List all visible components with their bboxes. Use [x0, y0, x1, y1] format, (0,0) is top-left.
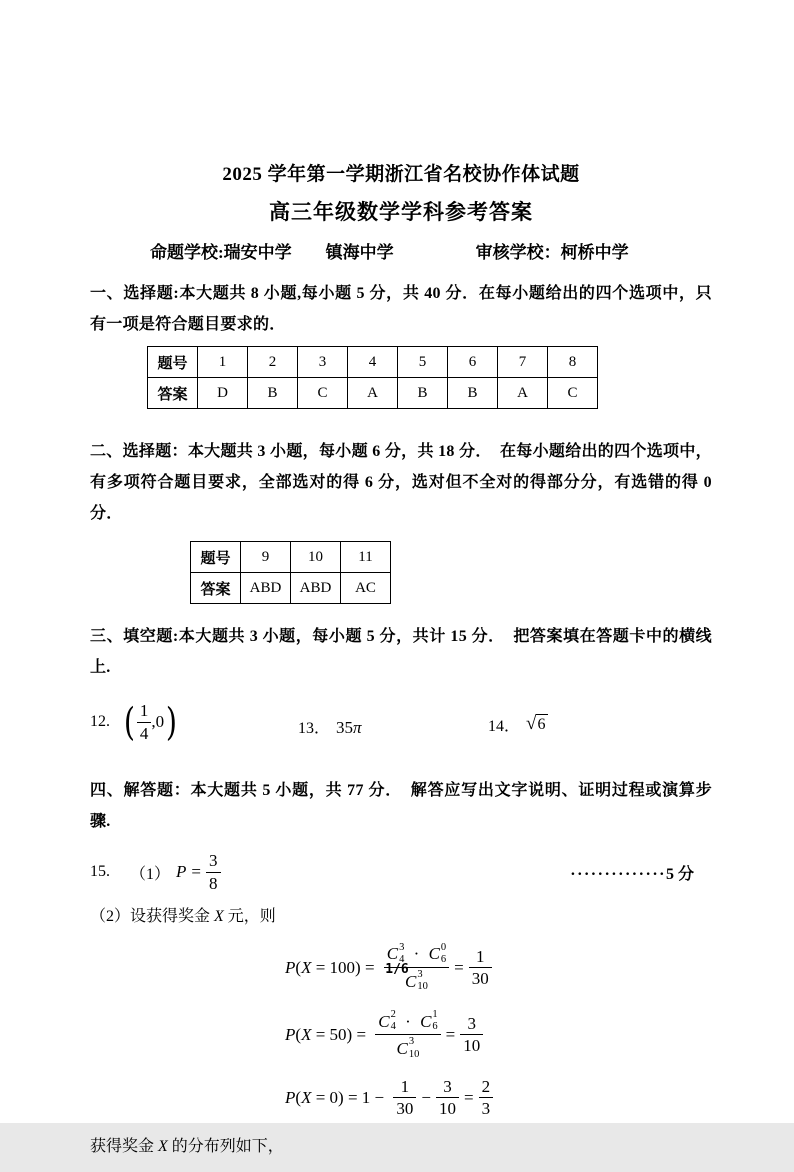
part-1-marker: （1） — [130, 865, 171, 883]
equals-sign: = — [454, 957, 464, 977]
right-paren: ) — [165, 700, 178, 745]
proposer-school-second: 镇海中学 — [325, 243, 394, 262]
answer-cell: ABD — [241, 573, 291, 604]
math-var-p: P — [285, 957, 296, 977]
square-root: √ 6 — [526, 714, 548, 735]
table-row — [191, 573, 391, 604]
binomial-term: C 3 10 — [405, 969, 428, 993]
answer-13-label: 13． — [298, 720, 331, 737]
left-paren: ( — [123, 700, 135, 745]
answer-12-label: 12. — [90, 713, 110, 731]
document-content — [90, 163, 712, 1172]
math-var-x: X — [301, 957, 312, 977]
table-row — [148, 347, 598, 378]
binomial-term: C 3 10 — [396, 1036, 420, 1060]
answer-cell: C — [548, 378, 598, 409]
binomial-term: C 1 6 — [420, 1009, 438, 1033]
answer-cell: 2 — [248, 347, 298, 378]
variable-x: X — [214, 908, 224, 926]
single-choice-answer-table — [147, 346, 598, 409]
section-four-heading: 四、解答题：本大题共 5 小题，共 77 分． 解答应写出文字说明、证明过程或演算步骤. — [90, 782, 712, 830]
answer-cell: 8 — [548, 347, 598, 378]
answer-cell: C — [298, 378, 348, 409]
fraction: $\frac{3}{10}$ — [436, 1077, 459, 1119]
answer-cell: 5 — [398, 347, 448, 378]
reviewer-school: 审核学校：柯桥中学 — [475, 243, 629, 262]
answer-cell: 6 — [448, 347, 498, 378]
row-header-cell: 答案 — [148, 378, 198, 409]
dot-leader: ·············· — [570, 865, 666, 883]
answer-13-value: 35 — [336, 718, 354, 737]
answer-cell: 10 — [291, 542, 341, 573]
math-var-x: X — [301, 1024, 312, 1044]
document-title: 2025 学年第一学期浙江省名校协作体试题 — [222, 164, 580, 185]
fraction: $\frac{1}{30}$ — [393, 1077, 416, 1119]
answer-12 — [90, 701, 179, 743]
equals-sign: = — [463, 1087, 474, 1107]
page-number: 1/6 — [385, 962, 409, 977]
answer-cell: 4 — [348, 347, 398, 378]
answer-cell: AC — [341, 573, 391, 604]
radical-sign: √ — [526, 713, 537, 735]
answer-cell: B — [448, 378, 498, 409]
combination-fraction — [375, 1009, 440, 1060]
row-header-cell: 题号 — [191, 542, 241, 573]
binomial-term: C 2 4 — [378, 1009, 396, 1033]
table-row — [148, 378, 598, 409]
answer-cell: D — [198, 378, 248, 409]
fill-blank-answers — [90, 699, 712, 755]
section-three-heading: 三、填空题:本大题共 3 小题，每小题 5 分，共计 15 分． 把答案填在答题卡中的横线上. — [90, 628, 712, 676]
answer-cell: B — [248, 378, 298, 409]
row-header-cell: 答案 — [191, 573, 241, 604]
equals-sign: = — [445, 1024, 456, 1044]
answer-12-rest: ,0 — [151, 712, 165, 732]
math-var-p: P — [285, 1024, 296, 1044]
answer-cell: 11 — [341, 542, 391, 573]
distribution-intro: 获得奖金 X 的分布列如下， — [90, 1137, 284, 1155]
equation-p-x-50: P ( X = 50) = C 2 4 · C 1 6 C 3 10 = $\frac{3}{10}$ — [285, 1009, 712, 1060]
problem-15-part2-intro: （2）设获得奖金 X 元，则 — [90, 908, 276, 926]
table-row — [191, 542, 391, 573]
variable-x: X — [158, 1137, 168, 1155]
score-leader — [570, 861, 712, 884]
problem-15-part1 — [90, 851, 712, 893]
minus-sign: − — [421, 1087, 431, 1107]
fraction-three-eighths: $\frac{3}{8}$ — [206, 851, 221, 893]
answer-cell: A — [498, 378, 548, 409]
result-fraction: $\frac{2}{3}$ — [479, 1077, 494, 1119]
document-subtitle: 高三年级数学学科参考答案 — [269, 200, 533, 224]
score-label: 5 分 — [665, 865, 694, 883]
binomial-term: C 0 6 — [428, 942, 447, 966]
equation-p-x-0: P ( X = 0) = 1 − $\frac{1}{30}$ − $\frac{3}{10}$ = $\frac{2}{3}$ — [285, 1077, 712, 1119]
answer-14 — [488, 713, 548, 736]
result-fraction: $\frac{1}{30}$ — [469, 947, 492, 989]
answer-cell: B — [398, 378, 448, 409]
section-two-heading: 二、选择题：本大题共 3 小题，每小题 6 分，共 18 分． 在每小题给出的四个选项中，有多项符合题目要求，全部选对的得 6 分，选对但不全对的得部分分，有选错的得 0 分． — [90, 443, 712, 522]
problem-15-label: 15. — [90, 863, 110, 881]
equation-p-x-100: P ( X = 100) = C 3 4 · C 0 6 C 3 10 = $\frac{1}{30}$ — [285, 942, 712, 993]
multi-choice-answer-table — [190, 541, 391, 604]
fraction-one-fourth: $\frac{1}{4}$ — [137, 701, 152, 743]
p-equals-three-eighths: P = $\frac{3}{8}$ — [176, 851, 220, 893]
answer-cell: ABD — [291, 573, 341, 604]
dot-operator: · — [405, 1011, 411, 1031]
answer-13 — [298, 715, 362, 738]
row-header-cell: 题号 — [148, 347, 198, 378]
math-var-p: P — [285, 1087, 296, 1107]
math-var-x: X — [301, 1087, 312, 1107]
answer-14-label: 14． — [488, 718, 521, 735]
proposer-school: 命题学校:瑞安中学 — [150, 243, 292, 262]
dot-operator: · — [413, 944, 420, 964]
answer-cell: 9 — [241, 542, 291, 573]
schools-line — [90, 238, 712, 263]
answer-cell: 1 — [198, 347, 248, 378]
result-fraction: $\frac{3}{10}$ — [460, 1014, 483, 1056]
pi-symbol: π — [353, 718, 362, 737]
answer-cell: A — [348, 378, 398, 409]
binomial-term: C 3 4 — [386, 942, 405, 966]
answer-cell: 3 — [298, 347, 348, 378]
section-one-heading: 一、选择题:本大题共 8 小题,每小题 5 分，共 40 分．在每小题给出的四个选项中，只有一项是符合题目要求的． — [90, 285, 712, 333]
answer-cell: 7 — [498, 347, 548, 378]
